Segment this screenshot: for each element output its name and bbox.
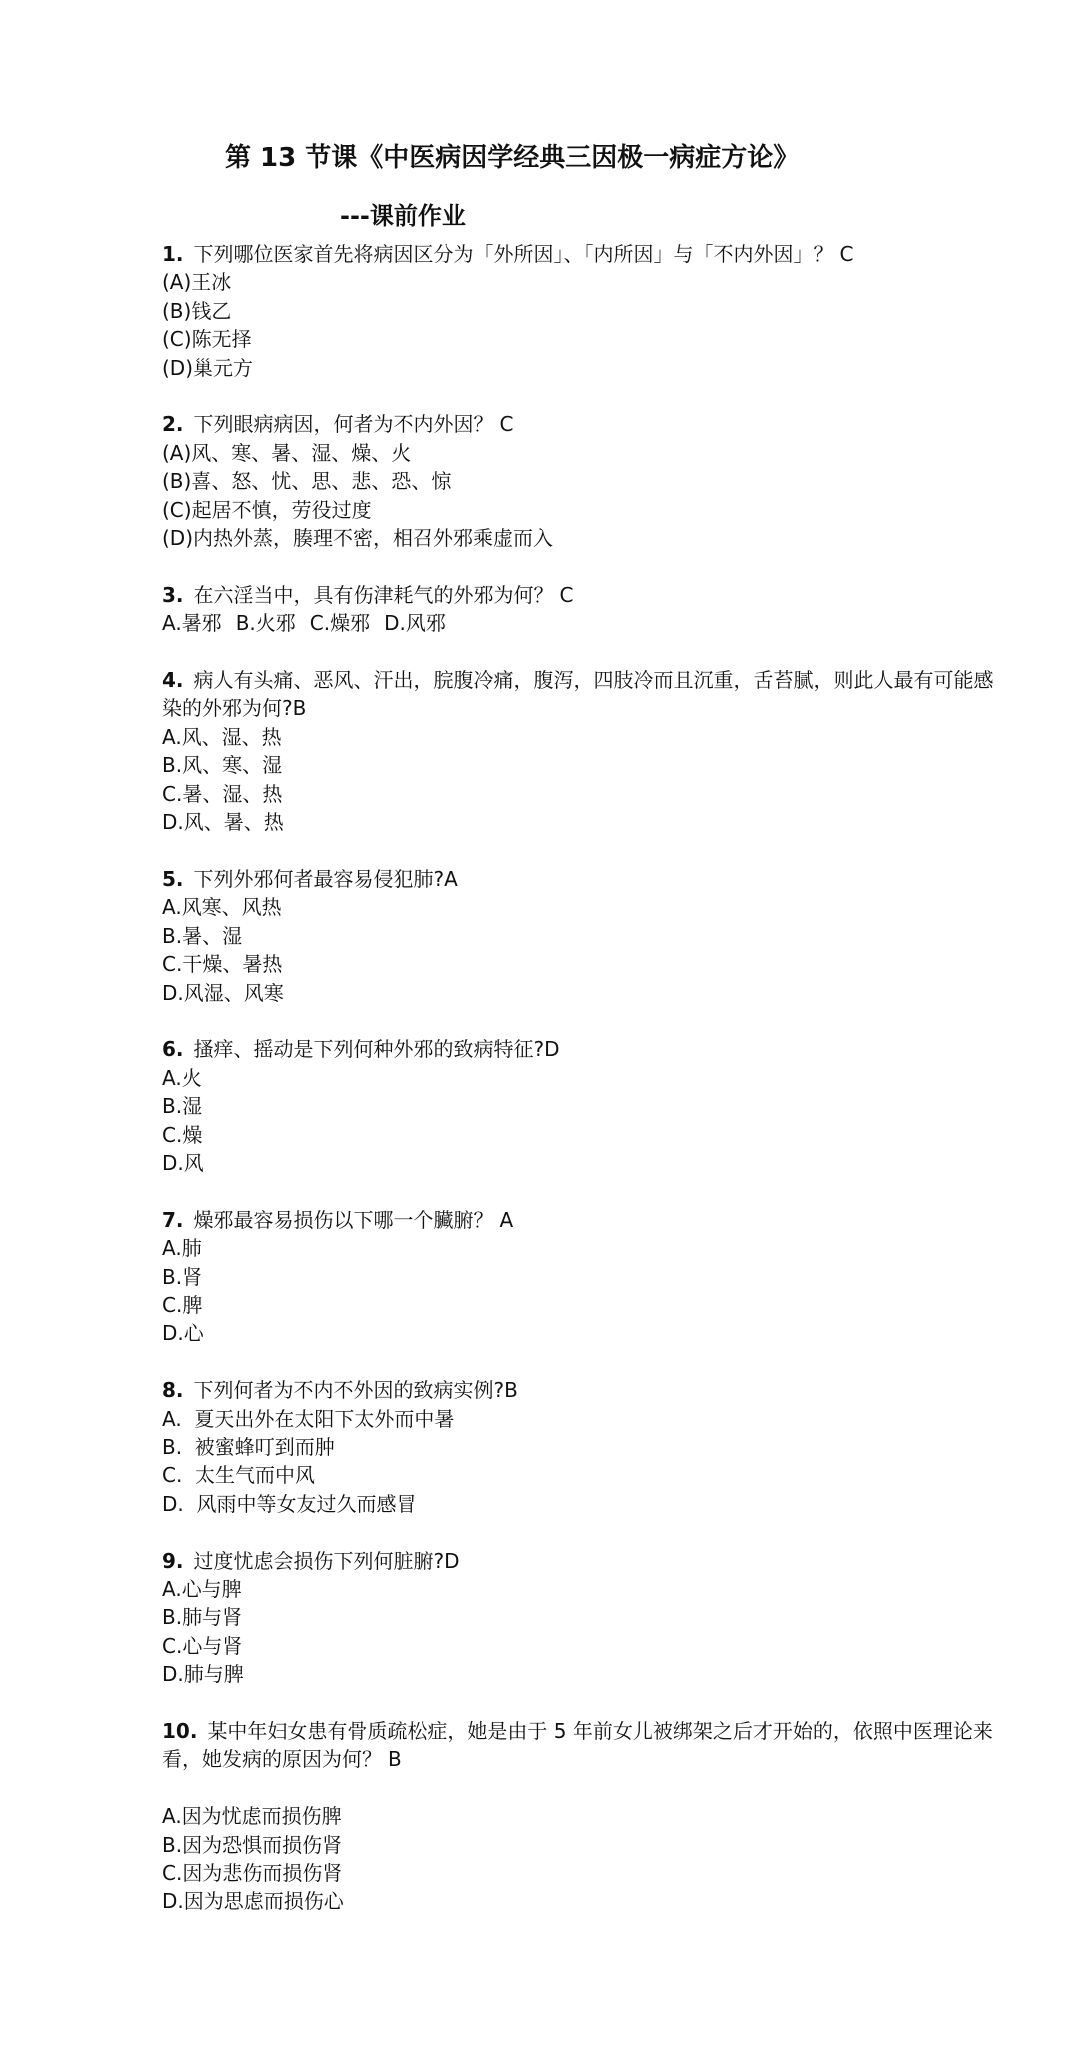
question-answer: C [839,242,854,266]
question-8 [162,1376,1002,1518]
option-d: D.肺与脾 [162,1662,244,1687]
option-c: C.燥邪 [309,611,371,636]
option-d: D. 风雨中等女友过久而感冒 [162,1491,417,1516]
option-c: C.脾 [162,1292,203,1317]
question-9 [162,1547,1002,1689]
question-number: 5. [162,866,184,891]
option-b: B.肾 [162,1264,203,1289]
option-a: A.心与脾 [162,1576,242,1601]
option-d: D.心 [162,1321,204,1346]
question-text [162,1376,1002,1404]
spacer [162,1774,1002,1802]
question-text [162,410,1002,438]
option-a: (A)风、寒、暑、湿、燥、火 [162,440,412,465]
option-a: A.风、湿、热 [162,724,282,749]
question-text [162,1206,1002,1234]
option-a: A.火 [162,1065,202,1090]
question-number: 1. [162,242,184,266]
option-b: (B)喜、怒、忧、思、悲、恐、惊 [162,469,452,494]
question-4 [162,666,1002,836]
question-text [162,1547,1002,1575]
question-number: 7. [162,1207,184,1232]
option-c: (C)陈无择 [162,327,252,352]
question-list [162,240,1002,1944]
option-a: A.暑邪 [162,611,222,636]
question-stem: 搔痒、摇动是下列何种外邪的致病特征?D [193,1037,560,1062]
question-10 [162,1717,1002,1916]
question-stem: 下列哪位医家首先将病因区分为「外所因」、「内所因」与「不内外因」？ [193,242,834,266]
question-number: 4. [162,668,184,693]
option-b: B.火邪 [235,611,296,636]
question-answer: C [559,582,574,607]
option-d: D.风、暑、热 [162,810,284,835]
option-b: B. 被蜜蜂叮到而肿 [162,1434,335,1459]
question-text [162,1717,1002,1774]
option-a: A.因为忧虑而损伤脾 [162,1804,342,1829]
option-b: (B)钱乙 [162,298,232,323]
option-a: A.肺 [162,1236,202,1261]
option-d: D.风 [162,1150,204,1175]
document-subtitle: ---课前作业 [340,202,466,230]
option-a: A. 夏天出外在太阳下太外而中暑 [162,1406,455,1431]
option-c: C.燥 [162,1122,203,1147]
question-text [162,666,1002,723]
question-text [162,1035,1002,1063]
option-row [162,609,1002,637]
question-stem: 下列外邪何者最容易侵犯肺?A [193,866,458,891]
question-stem: 燥邪最容易损伤以下哪一个臟腑？ [193,1207,494,1232]
question-5 [162,865,1002,1007]
question-stem: 在六淫当中，具有伤津耗气的外邪为何？ [193,582,554,607]
option-b: B.湿 [162,1094,203,1119]
question-3 [162,581,1002,638]
question-answer: B [388,1747,402,1772]
document-title: 第 13 节课《中医病因学经典三因极一病症方论》 [225,143,800,173]
question-number: 3. [162,582,184,607]
question-stem: 过度忧虑会损伤下列何脏腑?D [193,1548,460,1573]
question-text [162,240,1002,268]
question-number: 8. [162,1378,184,1403]
option-d: D.因为思虑而损伤心 [162,1889,344,1914]
question-7 [162,1206,1002,1348]
option-a: (A)王冰 [162,270,232,295]
question-answer: A [499,1207,514,1232]
option-d: D.风湿、风寒 [162,980,284,1005]
option-b: B.风、寒、湿 [162,753,283,778]
option-b: B.肺与肾 [162,1605,243,1630]
option-c: (C)起居不慎，劳役过度 [162,497,372,522]
question-number: 6. [162,1037,184,1062]
option-d: D.风邪 [384,611,446,636]
question-number: 9. [162,1548,184,1573]
option-b: B.暑、湿 [162,923,243,948]
question-number: 2. [162,412,184,437]
option-b: B.因为恐惧而损伤肾 [162,1832,343,1857]
option-d: (D)巢元方 [162,355,254,380]
option-d: (D)内热外蒸，腠理不密，相召外邪乘虚而入 [162,526,554,551]
question-stem: 下列眼病病因，何者为不内外因？ [193,412,494,437]
question-answer: C [499,412,514,437]
question-text [162,581,1002,609]
question-number: 10. [162,1718,198,1743]
question-1 [162,240,1002,382]
option-c: C. 太生气而中风 [162,1463,316,1488]
question-stem: 病人有头痛、恶风、汗出，脘腹冷痛，腹泻，四肢冷而且沉重，舌苔腻，则此人最有可能感染的外邪为何?B [162,668,994,721]
option-c: C.干燥、暑热 [162,952,283,977]
question-2 [162,410,1002,552]
question-6 [162,1035,1002,1177]
question-stem: 某中年妇女患有骨质疏松症，她是由于 5 年前女儿被绑架之后才开始的，依照中医理论来看，她发病的原因为何？ [162,1718,993,1772]
option-c: C.暑、湿、热 [162,781,283,806]
question-text [162,865,1002,893]
option-c: C.心与肾 [162,1633,243,1658]
question-stem: 下列何者为不内不外因的致病实例?B [193,1378,518,1403]
option-c: C.因为悲伤而损伤肾 [162,1861,343,1885]
option-a: A.风寒、风热 [162,895,282,920]
